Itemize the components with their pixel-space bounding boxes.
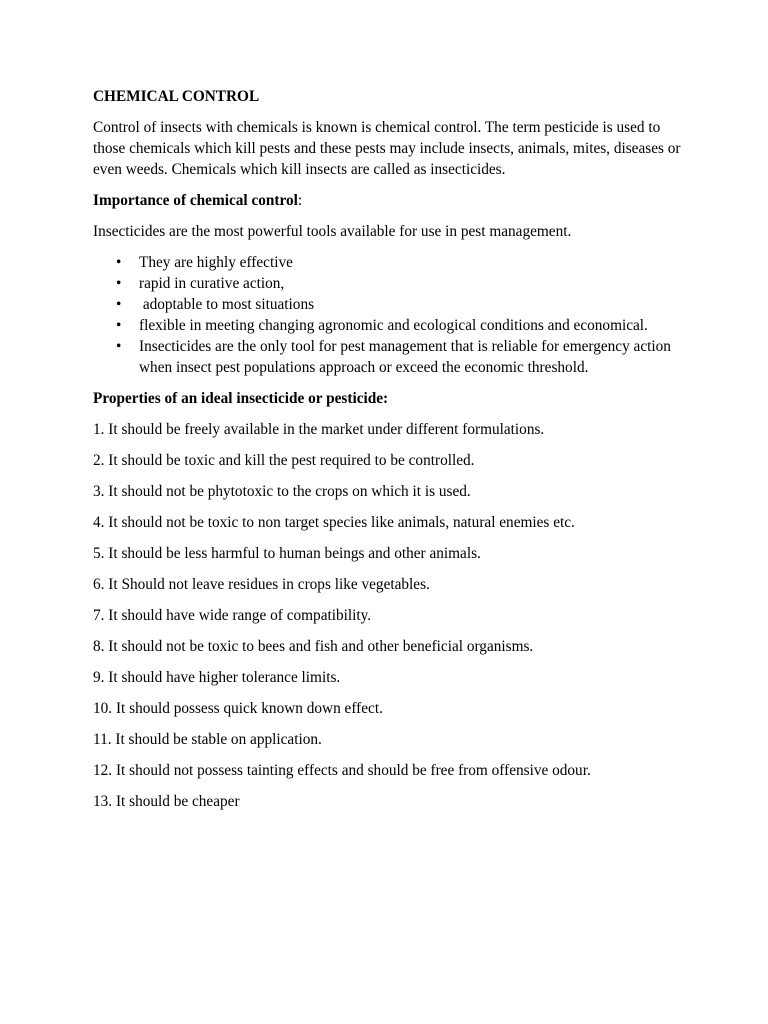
bullet-icon: • (116, 254, 122, 271)
importance-bullet-list (93, 252, 693, 378)
property-item: 9. It should have higher tolerance limits. (93, 669, 341, 686)
property-item: 5. It should be less harmful to human beings and other animals. (93, 545, 481, 562)
bullet-item (93, 315, 693, 336)
property-item: 1. It should be freely available in the market under different formulations. (93, 421, 545, 438)
property-item: 11. It should be stable on application. (93, 731, 322, 748)
property-item: 6. It Should not leave residues in crops like vegetables. (93, 576, 430, 593)
property-item: 4. It should not be toxic to non target species like animals, natural enemies etc. (93, 514, 575, 531)
property-item: 12. It should not possess tainting effects and should be free from offensive odour. (93, 762, 591, 779)
property-item: 3. It should not be phytotoxic to the crops on which it is used. (93, 483, 471, 500)
properties-heading-text: Properties of an ideal insecticide or pesticide: (93, 390, 389, 407)
bullet-item (93, 273, 693, 294)
bullet-text: Insecticides are the only tool for pest management that is reliable for emergency action when insect pest populations approach or exceed the economic threshold. (139, 338, 671, 376)
bullet-icon: • (116, 338, 122, 355)
document-page (93, 86, 693, 822)
bullet-item (93, 294, 693, 315)
bullet-item (93, 336, 693, 378)
properties-list (93, 419, 693, 812)
bullet-text: They are highly effective (139, 254, 293, 271)
importance-lead: Insecticides are the most powerful tools available for use in pest management. (93, 223, 572, 240)
property-item: 2. It should be toxic and kill the pest required to be controlled. (93, 452, 475, 469)
property-item: 8. It should not be toxic to bees and fish and other beneficial organisms. (93, 638, 534, 655)
bullet-icon: • (116, 275, 122, 292)
intro-paragraph: Control of insects with chemicals is known is chemical control. The term pesticide is used to those chemicals which kill pests and these pests may include insects, animals, mites, diseases or even weeds. Chemicals which kill insects are called as insecticides. (93, 119, 681, 178)
importance-heading-text: Importance of chemical control (93, 192, 298, 209)
importance-heading-colon: : (297, 192, 303, 209)
bullet-text: flexible in meeting changing agronomic and ecological conditions and economical. (139, 317, 648, 334)
property-item: 13. It should be cheaper (93, 793, 240, 810)
bullet-icon: • (116, 296, 122, 313)
importance-heading (93, 190, 693, 211)
property-item: 7. It should have wide range of compatibility. (93, 607, 372, 624)
document-title: CHEMICAL CONTROL (93, 88, 260, 105)
bullet-text: adoptable to most situations (139, 296, 315, 313)
bullet-text: rapid in curative action, (139, 275, 285, 292)
property-item: 10. It should possess quick known down effect. (93, 700, 383, 717)
bullet-item (93, 252, 693, 273)
properties-heading (93, 388, 693, 409)
bullet-icon: • (116, 317, 122, 334)
